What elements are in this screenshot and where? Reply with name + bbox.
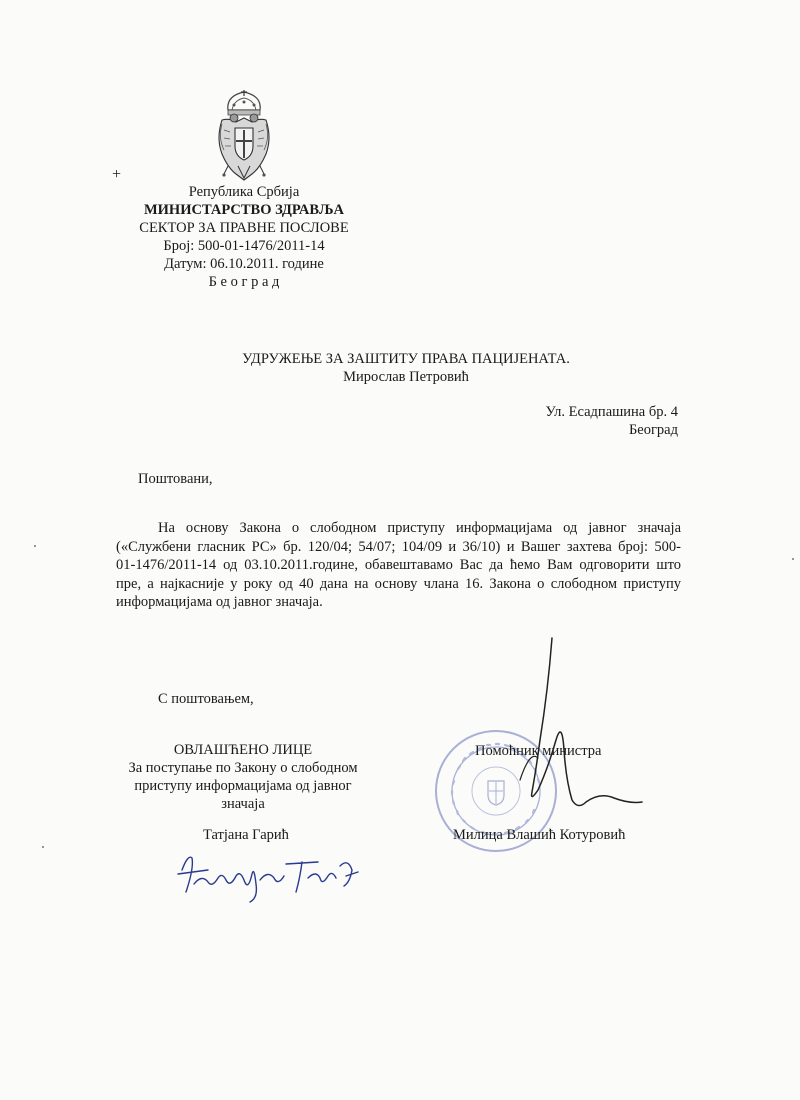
recipient-city: Београд bbox=[628, 422, 678, 438]
ministry-name: МИНИСТАРСТВО ЗДРАВЉА bbox=[143, 202, 345, 218]
salutation: Поштовани, bbox=[138, 471, 213, 487]
republic-name: Република Србија bbox=[188, 184, 300, 200]
signatory-left-role-line: За поступање по Закону о слободном bbox=[128, 760, 358, 776]
handwritten-signature-left bbox=[168, 848, 368, 908]
letterhead bbox=[124, 183, 364, 291]
handwritten-signature-right bbox=[490, 630, 650, 820]
closing: С поштовањем, bbox=[158, 691, 254, 707]
body-line: пре, а најкасније у року од 40 дана на основу члана 16. Закона о слободном приступу bbox=[116, 575, 681, 592]
scan-artifact bbox=[34, 545, 36, 547]
signatory-left-name: Татјана Гарић bbox=[203, 827, 289, 843]
document-number: Број: 500-01-1476/2011-14 bbox=[163, 238, 325, 254]
signatory-right-title: Помоћник министра bbox=[475, 743, 602, 759]
margin-plus-mark: + bbox=[112, 166, 122, 183]
body-line: На основу Закона о слободном приступу информацијама од јавног значаја bbox=[158, 520, 681, 536]
scan-artifact bbox=[42, 846, 44, 848]
body-line: 01-1476/2011-14 од 03.10.2011.године, обавештавамо Вас да ћемо Вам одговорити што bbox=[116, 557, 681, 573]
recipient-block bbox=[220, 350, 592, 386]
body-line: информацијама од јавног значаја. bbox=[116, 594, 323, 610]
sector-name: СЕКТОР ЗА ПРАВНЕ ПОСЛОВЕ bbox=[139, 220, 349, 236]
body-line: («Службени гласник РС» бр. 120/04; 54/07; 104/09 и 36/10) и Вашег захтева број: 500- bbox=[116, 538, 681, 555]
recipient-person: Мирослав Петровић bbox=[343, 369, 469, 385]
scan-artifact bbox=[792, 558, 794, 560]
document-date: Датум: 06.10.2011. године bbox=[164, 256, 324, 272]
recipient-address bbox=[546, 403, 678, 439]
body-paragraph bbox=[116, 519, 681, 612]
signatory-left bbox=[118, 741, 368, 813]
recipient-organization: УДРУЖЕЊЕ ЗА ЗАШТИТУ ПРАВА ПАЦИЈЕНАТА. bbox=[242, 351, 570, 367]
coat-of-arms-emblem bbox=[214, 88, 274, 188]
signatory-left-role-line: приступу информацијама од јавног bbox=[134, 778, 352, 794]
signatory-left-title: ОВЛАШЋЕНО ЛИЦЕ bbox=[173, 742, 313, 758]
document-city: Б е о г р а д bbox=[208, 274, 280, 290]
signatory-right-name: Милица Влашић Котуровић bbox=[453, 827, 626, 843]
recipient-street: Ул. Есадпашина бр. 4 bbox=[545, 404, 678, 420]
signatory-left-role-line: значаја bbox=[221, 796, 265, 812]
